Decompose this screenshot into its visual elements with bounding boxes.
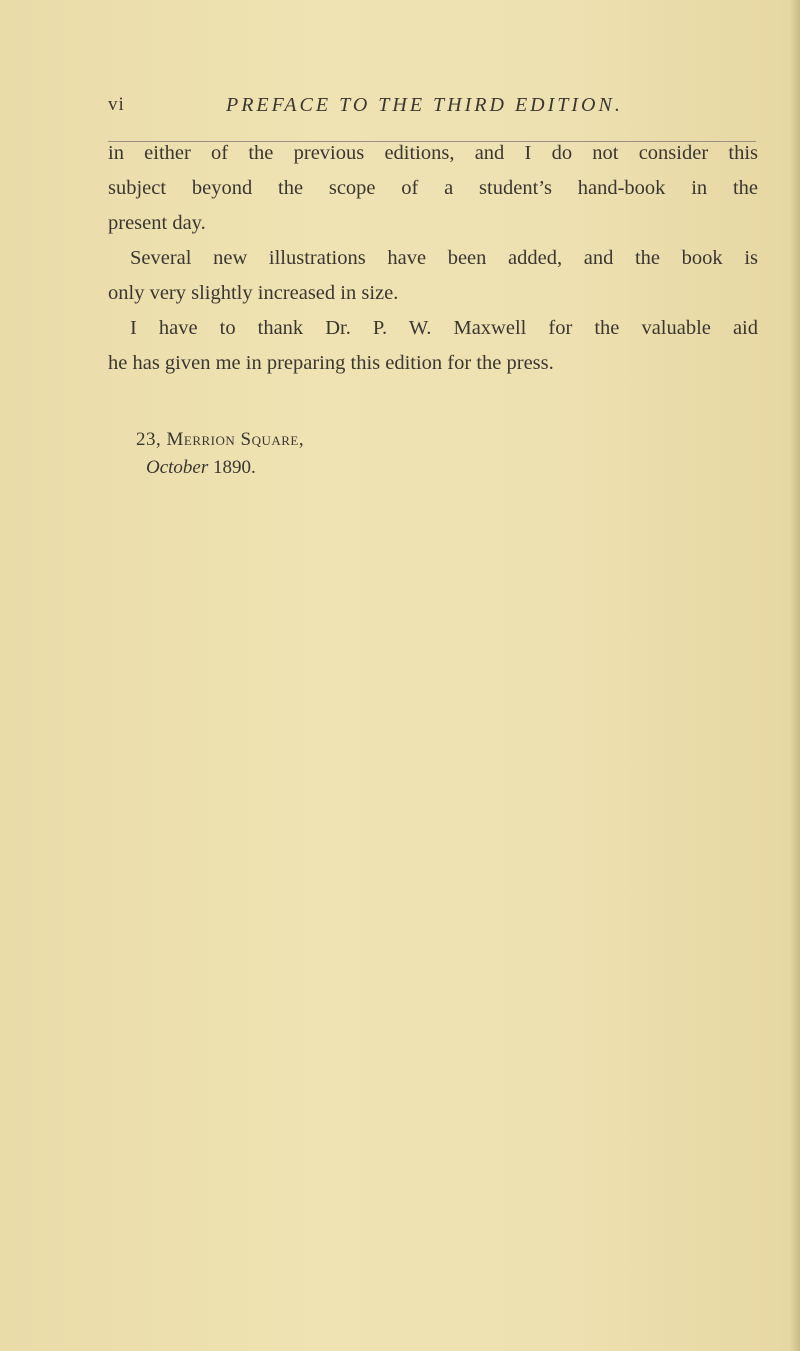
running-head: PREFACE TO THE THIRD EDITION. [226, 94, 623, 116]
signature-year: 1890. [213, 457, 256, 478]
text-line: present day. [108, 212, 206, 234]
signature-month: October [146, 457, 209, 478]
text-line: in either of the previous editions, and I do not consider this [108, 142, 758, 164]
signature-address: 23, Merrion Square, [136, 429, 305, 450]
signature-date [136, 454, 304, 482]
text-line: only very slightly increased in size. [108, 282, 399, 304]
page-edge-shadow [790, 0, 800, 1351]
text-line: subject beyond the scope of a student’s hand-book in the [108, 177, 758, 199]
page-number: vi [108, 94, 125, 115]
preface-text [108, 136, 758, 381]
page-header [108, 94, 758, 122]
signature-block [136, 426, 304, 482]
text-line: he has given me in preparing this edition for the press. [108, 352, 554, 374]
text-line: I have to thank Dr. P. W. Maxwell for the valuable aid [130, 317, 758, 339]
text-line: Several new illustrations have been added, and the book is [130, 247, 758, 269]
